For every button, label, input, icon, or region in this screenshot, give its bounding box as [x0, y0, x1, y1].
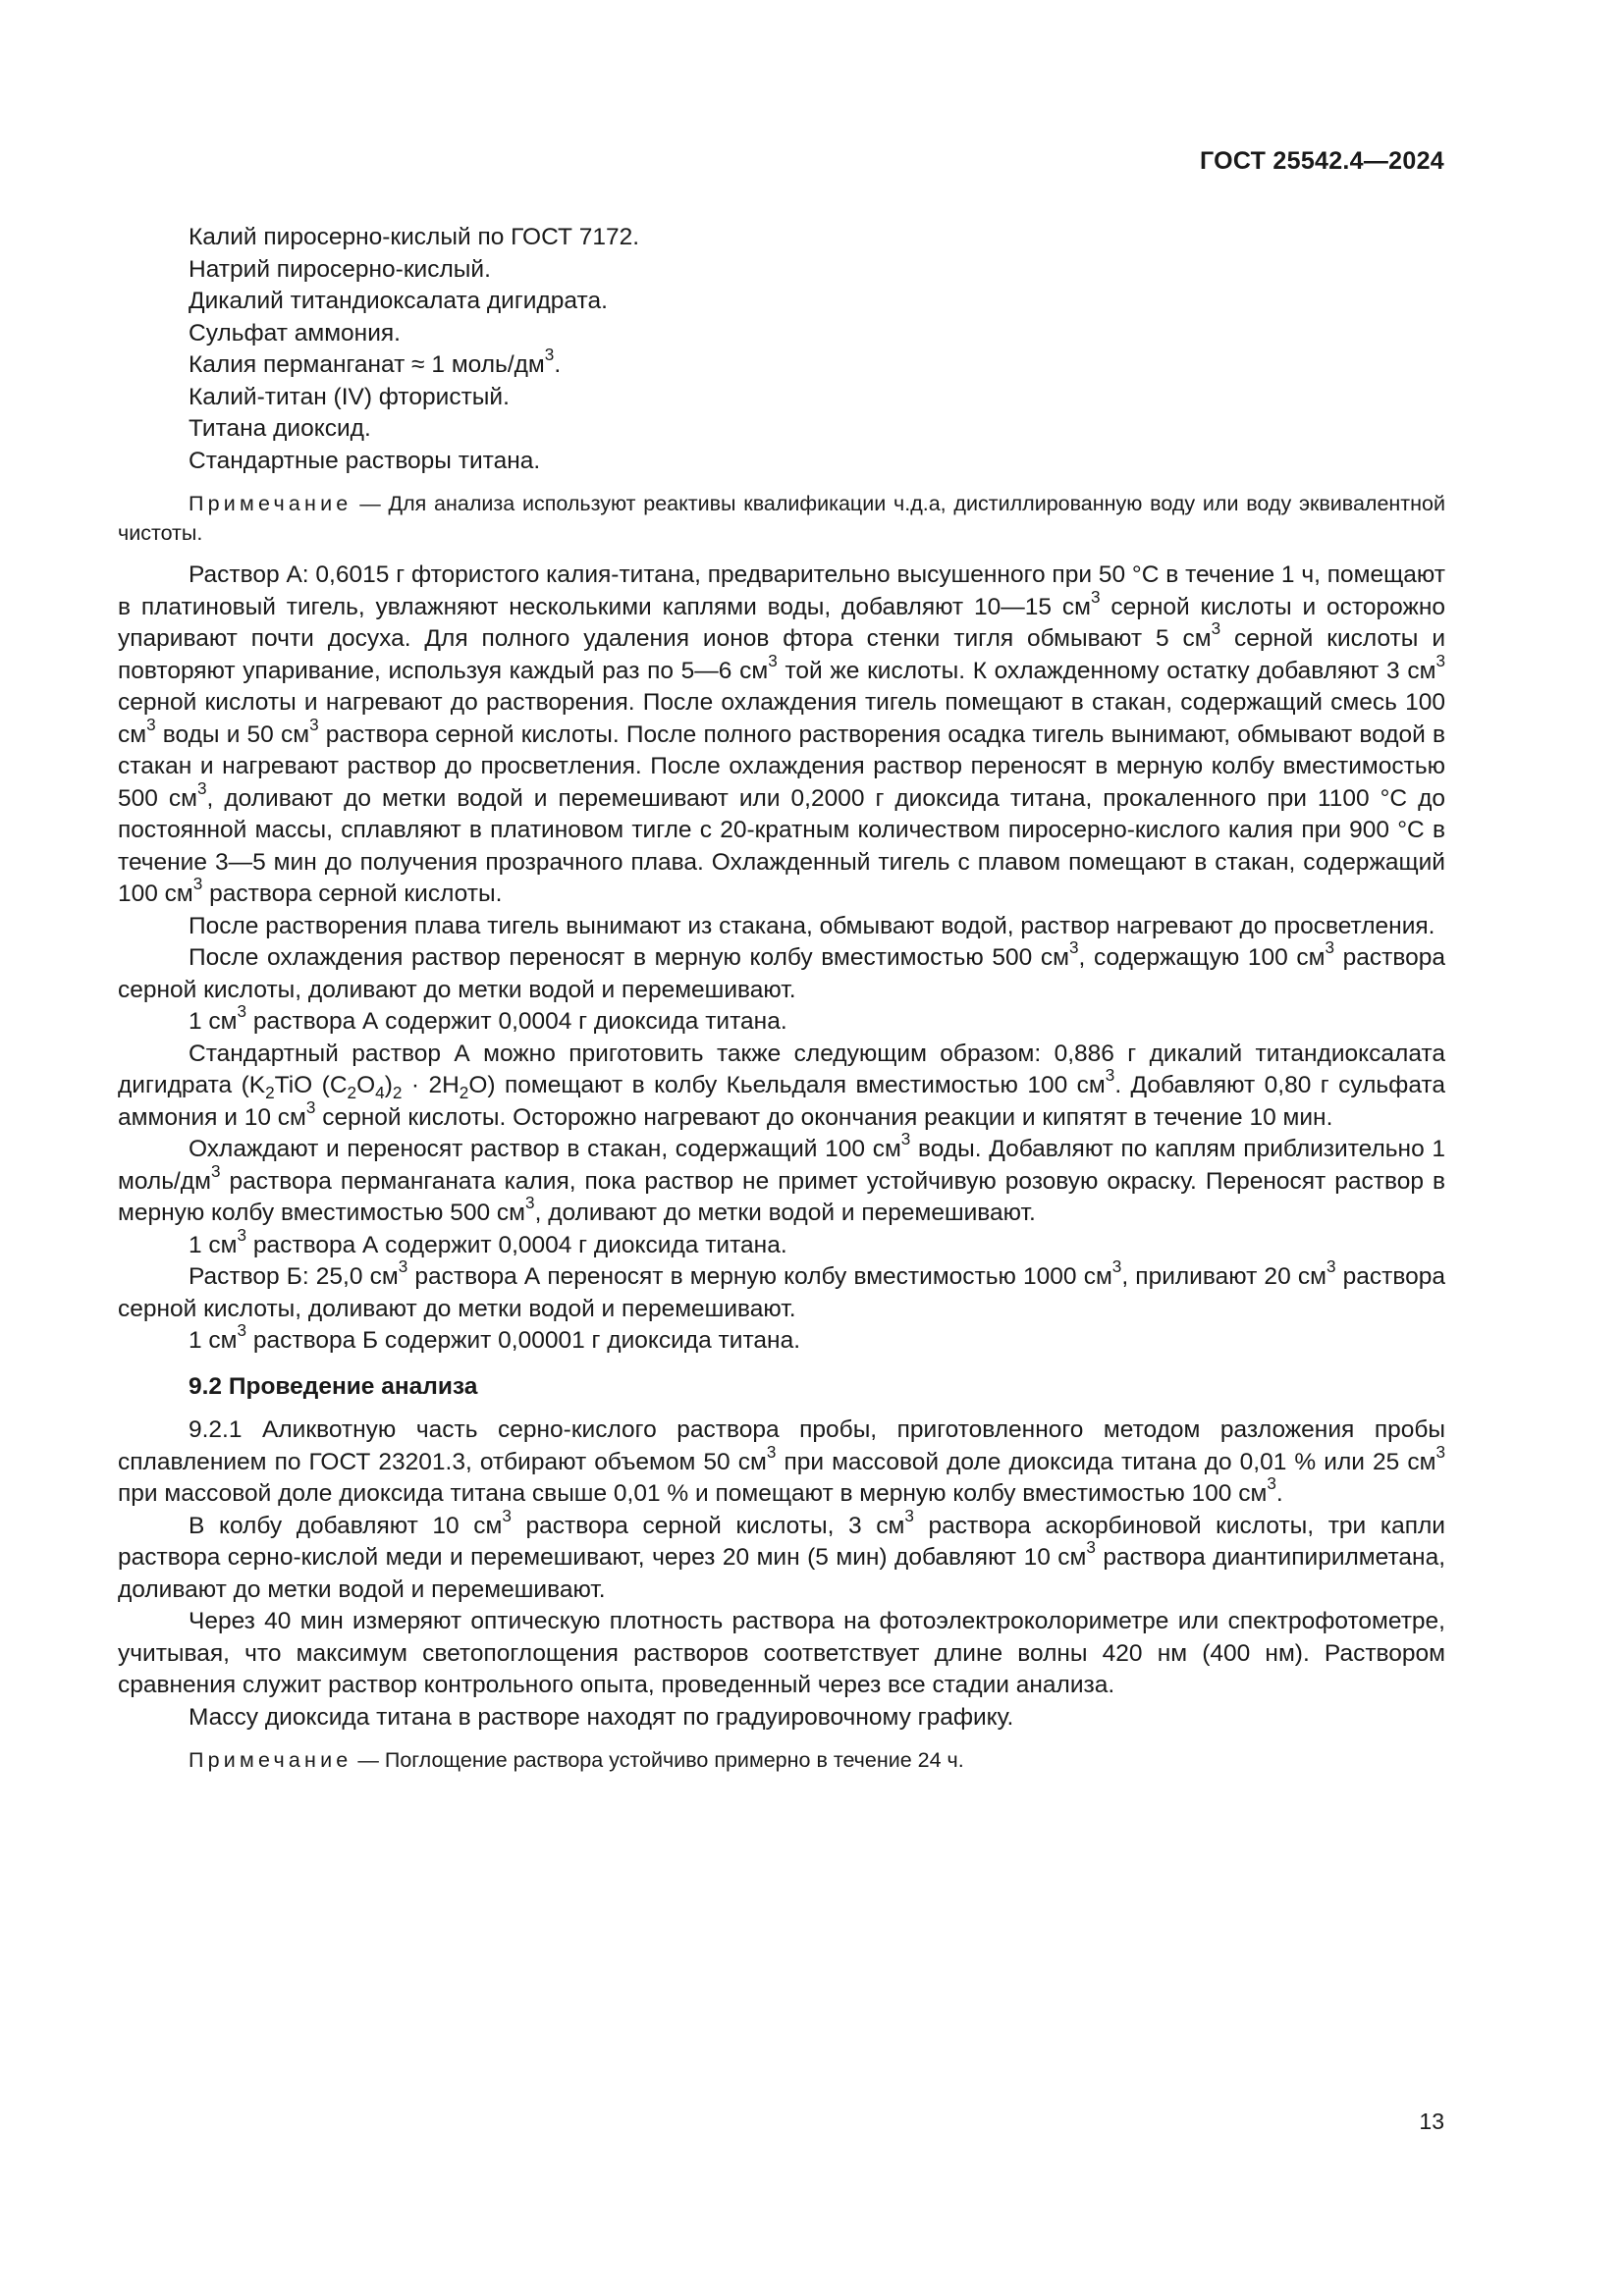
text-run: TiO (C — [274, 1072, 348, 1098]
text-run: серной кислоты и осторожно упаривают почти досуха. Для полного удаления ионов фтора стенки тигля обмывают 5 см — [118, 593, 1445, 652]
note-label: Примечание — [189, 1748, 352, 1772]
text-run: воды. Добавляют по каплям приблизительно 1 моль/дм — [118, 1136, 1445, 1195]
text-run: 9.2.1 Аликвотную часть серно-кислого раствора пробы, приготовленного методом разложения пробы сплавлением по ГОСТ 23201.3, отбирают объемом 50 см — [118, 1416, 1445, 1475]
text-run: ) — [384, 1072, 393, 1098]
text-run: при массовой доле диоксида титана до 0,01 % или 25 см — [776, 1448, 1436, 1475]
text-run: , доливают до метки водой и перемешивают или 0,2000 г диоксида титана, прокаленного при 1100 °С до постоянной массы, сплавляют в платиновом тигле с 20-кратным количеством пиросерно-кислого калия при 900 °С в течение 3—5 мин до получения прозрачного плава. Охлажденный тигель с плавом помещают в стакан, содержащий 100 см — [118, 784, 1445, 907]
reagent-item: Натрий пиросерно-кислый. — [189, 255, 491, 283]
superscript: 3 — [1267, 1473, 1276, 1494]
text-run: O) помещают в колбу Кьельдаля вместимостью 100 см — [468, 1072, 1106, 1098]
superscript: 3 — [1435, 1441, 1445, 1462]
superscript: 3 — [544, 345, 555, 365]
text-run: раствора А содержит 0,0004 г диоксида титана. — [246, 1008, 787, 1035]
text-run: · 2H — [402, 1072, 460, 1098]
superscript: 3 — [237, 1224, 247, 1245]
superscript: 3 — [900, 1129, 911, 1149]
text-run: раствора серной кислоты, доливают до метки водой и перемешивают. — [118, 1263, 1445, 1322]
subscript: 2 — [392, 1082, 403, 1102]
text-run: После охлаждения раствор переносят в мерную колбу вместимостью 500 см — [189, 944, 1069, 971]
reagent-item: Титана диоксид. — [189, 415, 371, 442]
superscript: 3 — [1086, 1537, 1096, 1558]
text-run: раствора диантипирилметана, доливают до метки водой и перемешивают. — [118, 1544, 1445, 1603]
reagent-item: Калий пиросерно-кислый по ГОСТ 7172. — [189, 224, 640, 250]
superscript: 3 — [398, 1256, 408, 1277]
paragraph-concentration-b — [118, 1320, 1445, 1358]
page-number: 13 — [1419, 2109, 1444, 2134]
text-run: раствора серной кислоты, 3 см — [511, 1512, 905, 1539]
text-run: В колбу добавляют 10 см — [189, 1512, 503, 1539]
text-run: раствора серной кислоты. — [202, 881, 503, 907]
paragraph-solution-a — [118, 560, 1445, 911]
text-run: раствора А переносят в мерную колбу вместимостью 1000 см — [407, 1263, 1112, 1290]
superscript: 3 — [146, 714, 156, 734]
paragraph-solution-b — [118, 1256, 1445, 1325]
superscript: 3 — [1211, 618, 1221, 639]
note-label: Примечание — [189, 492, 352, 515]
note — [118, 489, 1445, 548]
paragraph-melt: После растворения плава тигель вынимают из стакана, обмывают водой, раствор нагревают до просветления. — [189, 912, 1435, 939]
text-run: , содержащую 100 см — [1078, 944, 1326, 971]
text-run: раствора А содержит 0,0004 г диоксида титана. — [246, 1231, 787, 1258]
text-run: , доливают до метки водой и перемешивают. — [534, 1200, 1036, 1226]
text-run: раствора серной кислоты, доливают до метки водой и перемешивают. — [118, 944, 1445, 1003]
superscript: 3 — [1105, 1065, 1115, 1086]
text-run: . — [1275, 1480, 1283, 1507]
subscript: 2 — [459, 1082, 469, 1102]
superscript: 3 — [1090, 586, 1101, 607]
paragraph-permanganate — [118, 1129, 1445, 1230]
superscript: 3 — [1326, 1256, 1336, 1277]
superscript: 3 — [768, 650, 778, 670]
paragraph-measurement: Через 40 мин измеряют оптическую плотность раствора на фотоэлектроколориметре или спектрофотометре, учитывая, что максимум светопоглощения растворов соответствует длине волны 420 нм (400 нм). Раствором сравнения служит раствор контрольного опыта, проведенный через все стадии анализа. — [118, 1608, 1445, 1698]
paragraph-cooling — [118, 937, 1445, 1006]
document-id-header: ГОСТ 25542.4—2024 — [1199, 147, 1444, 175]
note-2 — [118, 1745, 1445, 1775]
paragraph-concentration-a-2 — [118, 1224, 1445, 1262]
superscript: 3 — [1111, 1256, 1122, 1277]
superscript: 3 — [210, 1160, 221, 1181]
paragraph-9-2-1 — [118, 1415, 1445, 1511]
reagent-item: Сульфат аммония. — [189, 319, 401, 347]
superscript: 3 — [237, 1320, 247, 1341]
subscript: 4 — [375, 1082, 385, 1102]
text-run: 1 см — [189, 1231, 238, 1258]
text-run: , приливают 20 см — [1121, 1263, 1326, 1290]
text-run: O — [356, 1072, 376, 1098]
reagent-item: Дикалий титандиоксалата дигидрата. — [189, 288, 608, 314]
reagent-text: Калия перманганат ≈ 1 моль/дм — [189, 351, 545, 378]
reagent-tail: . — [554, 351, 562, 378]
superscript: 3 — [309, 714, 319, 734]
superscript: 3 — [766, 1441, 777, 1462]
section-heading: 9.2 Проведение анализа — [189, 1372, 478, 1400]
text-run: раствора аскорбиновой кислоты, три капли раствора серно-кислой меди и перемешивают, через 20 мин (5 мин) добавляют 10 см — [118, 1512, 1445, 1571]
text-run: раствора Б содержит 0,00001 г диоксида титана. — [246, 1327, 800, 1354]
paragraph-alternative-prep — [118, 1039, 1445, 1135]
reagent-item: Стандартные растворы титана. — [189, 447, 541, 474]
text-run: раствора перманганата калия, пока раствор не примет устойчивую розовую окраску. Переносят раствор в мерную колбу вместимостью 500 см — [118, 1167, 1445, 1226]
superscript: 3 — [1325, 937, 1335, 958]
text-run: при массовой доле диоксида титана свыше 0,01 % и помещают в мерную колбу вместимостью 100 см — [118, 1480, 1268, 1507]
note-text: — Поглощение раствора устойчиво примерно в течение 24 ч. — [352, 1748, 964, 1772]
text-run: серной кислоты и повторяют упаривание, используя каждый раз по 5—6 см — [118, 625, 1446, 684]
text-run: воды и 50 см — [155, 721, 310, 748]
reagent-item — [118, 345, 1445, 382]
superscript: 3 — [525, 1193, 535, 1213]
superscript: 3 — [196, 777, 207, 798]
text-run: Раствор Б: 25,0 см — [189, 1263, 399, 1290]
text-run: Раствор А: 0,6015 г фтористого калия-титана, предварительно высушенного при 50 °С в течение 1 ч, помещают в платиновый тигель, увлажняют несколькими каплями воды, добавляют 10—15 см — [118, 561, 1445, 620]
paragraph-mass: Массу диоксида титана в растворе находят по градуировочному графику. — [189, 1703, 1014, 1731]
reagent-item: Калий-титан (IV) фтористый. — [189, 383, 510, 410]
text-run: серной кислоты. Осторожно нагревают до окончания реакции и кипятят в течение 10 мин. — [315, 1103, 1333, 1131]
text-run: Стандартный раствор А можно приготовить также следующим образом: 0,886 г дикалий титандиоксалата дигидрата (K — [118, 1040, 1445, 1098]
superscript: 3 — [192, 874, 203, 894]
text-run: серной кислоты и нагревают до растворения. После охлаждения тигель помещают в стакан, содержащий смесь 100 см — [118, 689, 1445, 748]
text-run: Охлаждают и переносят раствор в стакан, содержащий 100 см — [189, 1136, 901, 1162]
paragraph-concentration-a — [118, 1001, 1445, 1039]
superscript: 3 — [904, 1505, 914, 1525]
paragraph-flask — [118, 1505, 1445, 1607]
superscript: 3 — [305, 1096, 316, 1117]
subscript: 2 — [347, 1082, 357, 1102]
text-run: 1 см — [189, 1008, 238, 1035]
subscript: 2 — [265, 1082, 275, 1102]
superscript: 3 — [1435, 650, 1446, 670]
text-run: 1 см — [189, 1327, 238, 1354]
reagent-list — [118, 222, 1445, 477]
superscript: 3 — [1069, 937, 1079, 958]
note-text: — Для анализа используют реактивы квалификации ч.д.а, дистиллированную воду или воду эквивалентной чистоты. — [118, 492, 1445, 545]
text-run: . Добавляют 0,80 г сульфата аммония и 10 см — [118, 1072, 1446, 1131]
text-run: той же кислоты. К охлажденному остатку добавляют 3 см — [777, 657, 1436, 684]
superscript: 3 — [502, 1505, 512, 1525]
superscript: 3 — [237, 1001, 247, 1022]
document-body — [118, 222, 1445, 1787]
text-run: раствора серной кислоты. После полного растворения осадка тигель вынимают, обмывают водой в стакан и нагревают раствор до просветления. После охлаждения раствор переносят в мерную колбу вместимостью 500 см — [118, 721, 1446, 812]
